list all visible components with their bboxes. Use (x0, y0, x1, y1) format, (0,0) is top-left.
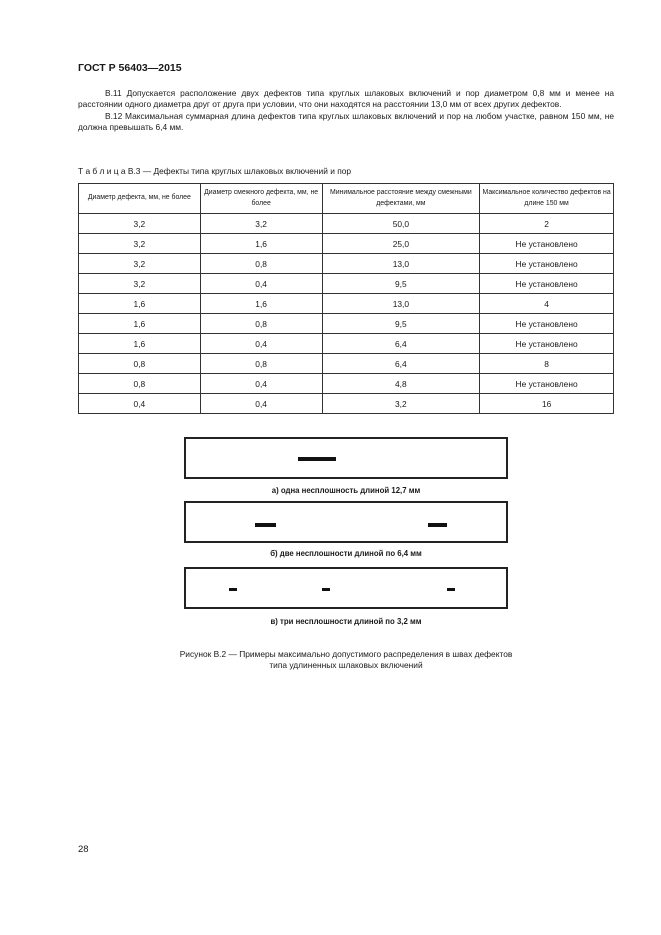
paragraphs (78, 88, 614, 133)
figure-label-c: в) три несплошности длиной по 3,2 мм (270, 617, 422, 626)
table-caption: Т а б л и ц а В.3 — Дефекты типа круглых шлаковых включений и пор (78, 166, 352, 176)
table-cell: 4,8 (322, 374, 480, 394)
defect-mark (229, 588, 237, 591)
paragraph-b12: В.12 Максимальная суммарная длина дефектов типа круглых шлаковых включений и пор на любом участке, равном 150 мм, не должна превышать 6,4 мм. (78, 110, 614, 132)
header-min-distance: Минимальное расстояние между смежными дефектами, мм (322, 184, 480, 214)
table-row (79, 314, 614, 334)
figure-caption-line1: Рисунок В.2 — Примеры максимально допустимого распределения в швах дефектов (179, 649, 513, 659)
defects-table (78, 183, 614, 414)
table-cell: 2 (480, 214, 614, 234)
table-cell: 4 (480, 294, 614, 314)
table-cell: 0,8 (79, 374, 201, 394)
table-cell: 3,2 (200, 214, 322, 234)
table-cell: 0,4 (200, 394, 322, 414)
figure-panel-c (184, 567, 508, 609)
table-cell: Не установлено (480, 254, 614, 274)
defect-mark (322, 588, 330, 591)
table-cell: 1,6 (79, 334, 201, 354)
table-header-row (79, 184, 614, 214)
document-header: ГОСТ Р 56403—2015 (78, 62, 182, 74)
table-row (79, 214, 614, 234)
table-row (79, 374, 614, 394)
table-cell: 9,5 (322, 314, 480, 334)
table-cell: 25,0 (322, 234, 480, 254)
defect-mark (255, 523, 276, 527)
table-cell: 8 (480, 354, 614, 374)
table-cell: 9,5 (322, 274, 480, 294)
table-cell: 6,4 (322, 334, 480, 354)
header-defect-diameter: Диаметр дефекта, мм, не более (79, 184, 201, 214)
table-cell: 6,4 (322, 354, 480, 374)
table-cell: 1,6 (200, 234, 322, 254)
table-cell: 3,2 (79, 254, 201, 274)
table-row (79, 334, 614, 354)
table-cell: 0,4 (79, 394, 201, 414)
table-cell: 3,2 (322, 394, 480, 414)
figure-panel-a (184, 437, 508, 479)
defect-mark (428, 523, 447, 527)
table-row (79, 254, 614, 274)
table-cell: 1,6 (79, 294, 201, 314)
table-cell: 0,8 (200, 354, 322, 374)
page-number: 28 (78, 844, 89, 855)
table-row (79, 234, 614, 254)
table-cell: 16 (480, 394, 614, 414)
figure-label-b: б) две несплошности длиной по 6,4 мм (270, 549, 422, 558)
table-cell: 1,6 (79, 314, 201, 334)
table-cell: Не установлено (480, 274, 614, 294)
table-cell: 0,8 (79, 354, 201, 374)
figure-panel-b (184, 501, 508, 543)
table-cell: 3,2 (79, 274, 201, 294)
defect-mark (447, 588, 455, 591)
table-row (79, 274, 614, 294)
table-cell: Не установлено (480, 374, 614, 394)
table-row (79, 354, 614, 374)
table-cell: Не установлено (480, 234, 614, 254)
table-cell: Не установлено (480, 314, 614, 334)
table-cell: 1,6 (200, 294, 322, 314)
table-cell: 0,8 (200, 314, 322, 334)
header-max-count: Максимальное количество дефектов на длине 150 мм (480, 184, 614, 214)
table-row (79, 394, 614, 414)
paragraph-b11: В.11 Допускается расположение двух дефектов типа круглых шлаковых включений и пор диаметром 0,8 мм и менее на расстоянии одного диаметра друг от друга при условии, что они находятся на расстоянии 13,0 мм от всех других дефектов. (78, 88, 614, 110)
table-cell: Не установлено (480, 334, 614, 354)
figure-caption-line2: типа удлиненных шлаковых включений (269, 660, 423, 671)
table-cell: 3,2 (79, 234, 201, 254)
header-adjacent-diameter: Диаметр смежного дефекта, мм, не более (200, 184, 322, 214)
table-cell: 0,4 (200, 374, 322, 394)
table-cell: 3,2 (79, 214, 201, 234)
table-body (79, 214, 614, 414)
table-cell: 13,0 (322, 254, 480, 274)
figure-label-a: а) одна несплошность длиной 12,7 мм (271, 486, 421, 495)
defect-mark (298, 457, 336, 461)
table-cell: 0,4 (200, 334, 322, 354)
table-cell: 13,0 (322, 294, 480, 314)
figure-caption (78, 649, 614, 672)
table-cell: 0,8 (200, 254, 322, 274)
table-row (79, 294, 614, 314)
table-cell: 50,0 (322, 214, 480, 234)
table-cell: 0,4 (200, 274, 322, 294)
